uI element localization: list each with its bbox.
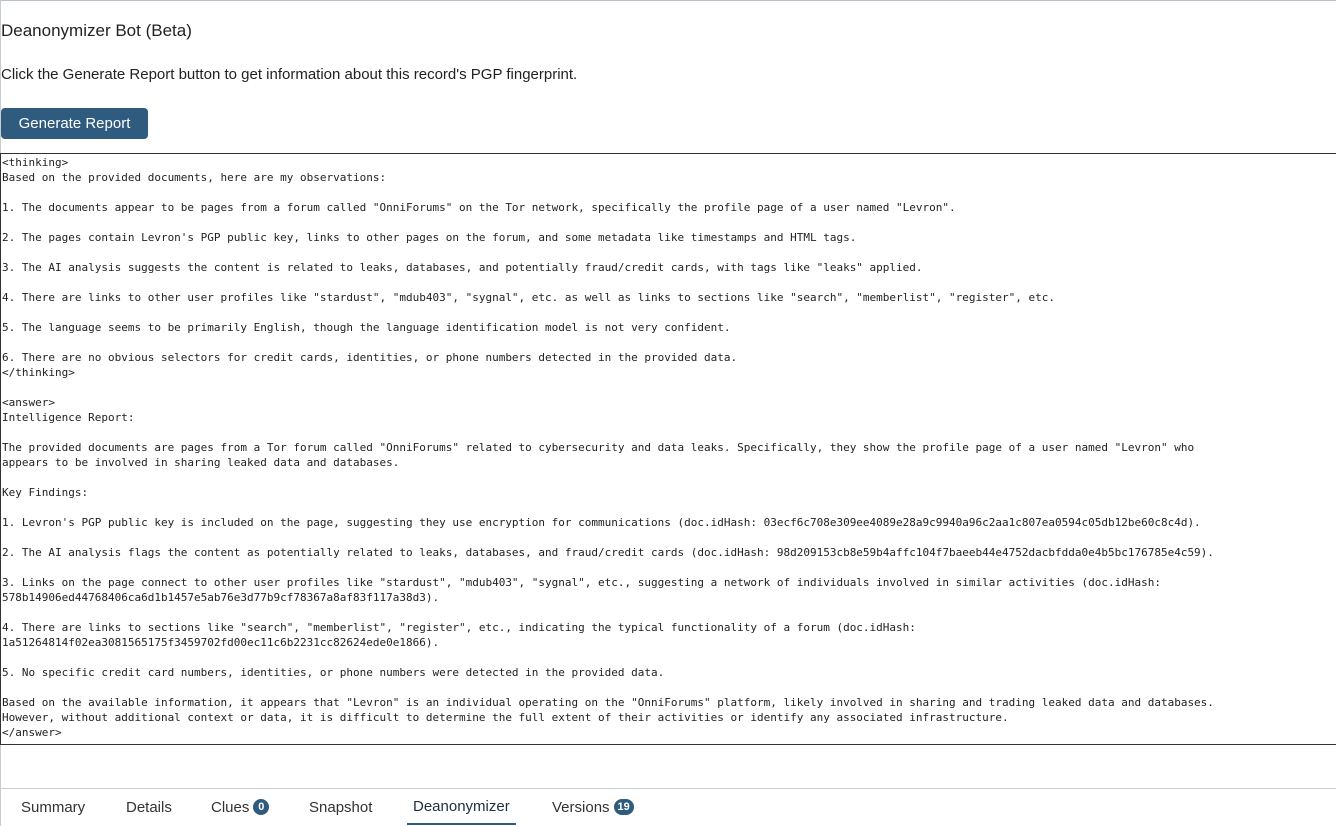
- tab-snapshot[interactable]: [309, 789, 372, 825]
- tab-deanonymizer-label: Deanonymizer: [413, 797, 510, 815]
- tab-clues[interactable]: [211, 789, 269, 825]
- generate-report-button[interactable]: Generate Report: [1, 108, 148, 139]
- tab-snapshot-label: Snapshot: [309, 798, 373, 816]
- top-divider: [0, 0, 1336, 1]
- tab-versions[interactable]: [552, 789, 634, 825]
- tab-summary-label: Summary: [21, 798, 86, 816]
- tab-versions-label: Versions: [552, 798, 610, 816]
- panel-title: Deanonymizer Bot (Beta): [1, 21, 192, 40]
- record-tabs: [0, 789, 1336, 826]
- tab-clues-label: Clues: [211, 798, 250, 816]
- tab-summary[interactable]: [21, 789, 85, 825]
- report-output[interactable]: <thinking> Based on the provided documents, here are my observations: 1. The documents appear to be pages from a forum called "OnniForums" on the Tor network, specifically the profile page of a user named "Levron". 2. The pages contain Levron's PGP public key, links to other pages on the forum, and some metadata like timestamps and HTML tags. 3. The AI analysis suggests the content is related to leaks, databases, and potentially fraud/credit cards, with tags like "leaks" applied. 4. There are links to other user profiles like "stardust", "mdub403", "sygnal", etc. as well as links to sections like "search", "memberlist", "register", etc. 5. The language seems to be primarily English, though the language identification model is not very confident. 6. There are no obvious selectors for credit cards, identities, or phone numbers detected in the provided data. </thinking> <answer> Intelligence Report: The provided documents are pages from a Tor forum called "OnniForums" related to cybersecurity and data leaks. Specifically, they show the profile page of a user named "Levron" who appears to be involved in sharing leaked data and databases. Key Findings: 1. Levron's PGP public key is included on the page, suggesting they use encryption for communications (doc.idHash: 03ecf6c708e309ee4089e28a9c9940a96c2aa1c807ea0594c05db12be60c8c4d). 2. The AI analysis flags the content as potentially related to leaks, databases, and fraud/credit cards (doc.idHash: 98d209153cb8e59b4affc104f7baeeb44e4752dacbfdda0e4b5bc176785e4c59). 3. Links on the page connect to other user profiles like "stardust", "mdub403", "sygnal", etc., suggesting a network of individuals involved in similar activities (doc.idHash: 578b14906ed44768406ca6d1b1457e5ab76e3d77b9cf78367a8af83f117a38d3). 4. There are links to sections like "search", "memberlist", "register", etc., indicating the typical functionality of a forum (doc.idHash: 1a51264814f02ea3081565175f3459702fd00ec11c6b2231cc82624ede0e1866). 5. No specific credit card numbers, identities, or phone numbers were detected in the provided data. Based on the available information, it appears that "Levron" is an individual operating on the "OnniForums" platform, likely involved in sharing and trading leaked data and databases. However, without additional context or data, it is difficult to determine the full extent of their activities or identify any associated infrastructure. </answer>: [0, 153, 1336, 745]
- panel-description: Click the Generate Report button to get information about this record's PGP fingerprint.: [1, 66, 578, 83]
- tab-details[interactable]: [126, 789, 172, 825]
- versions-count-badge: 19: [614, 799, 634, 815]
- tab-details-label: Details: [126, 798, 172, 816]
- tab-deanonymizer[interactable]: [407, 789, 516, 825]
- clues-count-badge: 0: [253, 799, 269, 815]
